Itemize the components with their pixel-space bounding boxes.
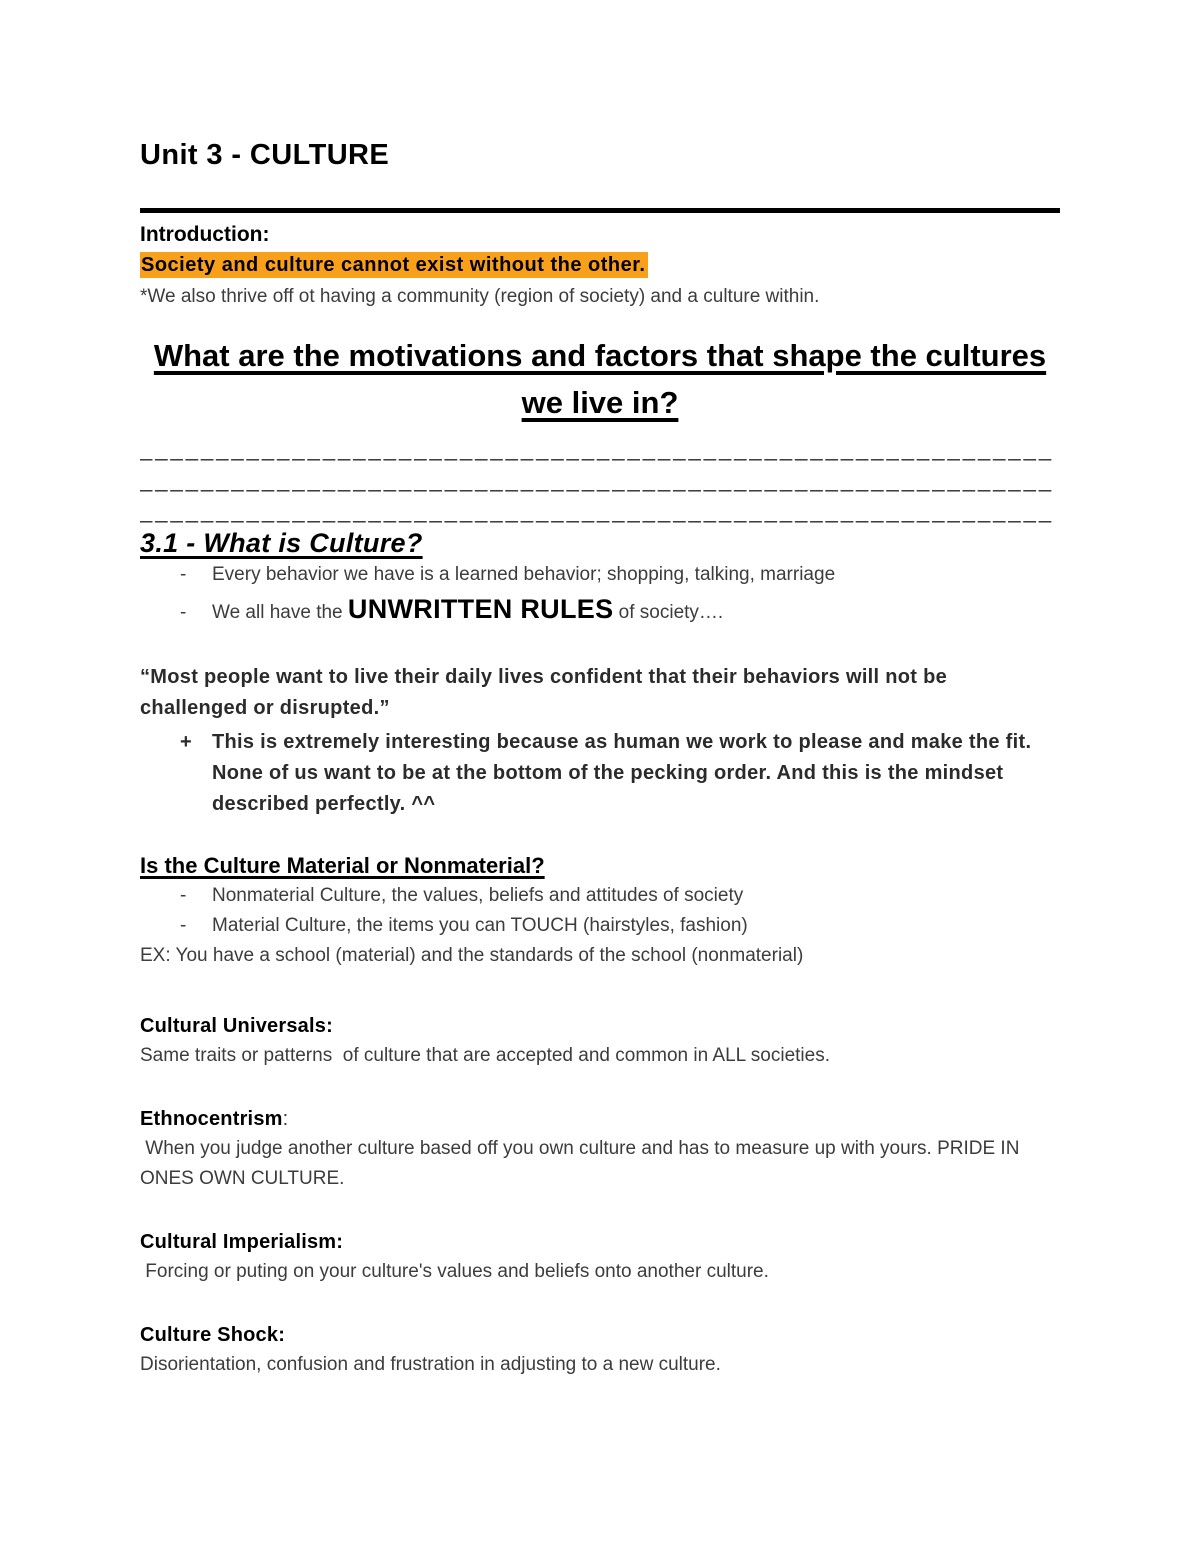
term-heading xyxy=(140,1320,1060,1350)
essential-question-heading: What are the motivations and factors that shape the cultures we live in? xyxy=(153,338,1047,420)
quote-paragraph: “Most people want to live their daily lives confident that their behaviors will not be challenged or disrupted.” xyxy=(140,666,953,719)
list-item xyxy=(140,590,1060,632)
dash-bullet-marker: - xyxy=(180,564,187,585)
blank-answer-line: ____________________________________________________________ xyxy=(140,436,1055,461)
term-colon: : xyxy=(278,1324,286,1346)
section-3-1-heading: 3.1 - What is Culture? xyxy=(140,528,423,558)
intro-note: *We also thrive off ot having a community (region of society) and a culture within. xyxy=(140,286,820,307)
term-name: Cultural Imperialism xyxy=(140,1231,337,1253)
material-example: EX: You have a school (material) and the standards of the school (nonmaterial) xyxy=(140,945,804,966)
intro-highlight-line xyxy=(140,250,1060,282)
blank-answer-line: ____________________________________________________________ xyxy=(140,467,1055,492)
term-colon: : xyxy=(326,1015,333,1037)
dash-bullet-marker: - xyxy=(180,885,187,906)
term-colon: : xyxy=(282,1108,289,1130)
term-name: Cultural Universals xyxy=(140,1015,327,1037)
term-name: Culture Shock xyxy=(140,1324,279,1346)
term-block-cultural-imperialism xyxy=(140,1227,1060,1287)
term-block-culture-shock xyxy=(140,1320,1060,1380)
term-block-ethnocentrism xyxy=(140,1104,1060,1194)
plus-bullet-marker: + xyxy=(180,731,192,753)
term-name: Ethnocentrism xyxy=(140,1108,283,1130)
blank-answer-lines xyxy=(140,433,1060,526)
term-heading xyxy=(140,1011,1060,1041)
list-item-text: Nonmaterial Culture, the values, beliefs and attitudes of society xyxy=(212,885,744,906)
divider-line xyxy=(140,208,1060,213)
plus-comment-item xyxy=(140,727,1060,820)
dash-bullet-marker: - xyxy=(180,602,187,623)
list-item-text-post: of society…. xyxy=(613,602,724,623)
blank-answer-line: ____________________________________________________________ xyxy=(140,498,1055,523)
list-item xyxy=(140,881,1060,911)
list-item xyxy=(140,911,1060,941)
dash-bullet-marker: - xyxy=(180,915,187,936)
term-definition: Disorientation, confusion and frustration in adjusting to a new culture. xyxy=(140,1354,721,1375)
term-heading xyxy=(140,1227,1060,1257)
term-definition: Forcing or puting on your culture's values and beliefs onto another culture. xyxy=(140,1261,769,1282)
term-block-cultural-universals xyxy=(140,1011,1060,1071)
plus-comment-text: This is extremely interesting because as human we work to please and make the fit. None of us want to be at the bottom of the pecking order. And this is the mindset described perfectly. ^^ xyxy=(212,731,1038,815)
list-item-text: Every behavior we have is a learned behavior; shopping, talking, marriage xyxy=(212,564,836,585)
highlighted-text: Society and culture cannot exist without the other. xyxy=(140,252,648,278)
term-definition: When you judge another culture based off you own culture and has to measure up with yours. PRIDE IN ONES OWN CULTURE. xyxy=(140,1138,1025,1189)
term-heading xyxy=(140,1104,1060,1134)
term-colon: : xyxy=(336,1231,344,1253)
list-item-text: Material Culture, the items you can TOUCH (hairstyles, fashion) xyxy=(212,915,748,936)
list-item xyxy=(140,560,1060,590)
intro-heading: Introduction: xyxy=(140,223,270,246)
unwritten-rules-emphasis: UNWRITTEN RULES xyxy=(347,594,614,624)
term-definition: Same traits or patterns of culture that are accepted and common in ALL societies. xyxy=(140,1045,830,1066)
doc-title: Unit 3 - CULTURE xyxy=(140,139,390,171)
list-item-text-pre: We all have the xyxy=(212,602,348,623)
material-section-heading: Is the Culture Material or Nonmaterial? xyxy=(140,853,545,878)
list-item-text xyxy=(212,590,1060,632)
